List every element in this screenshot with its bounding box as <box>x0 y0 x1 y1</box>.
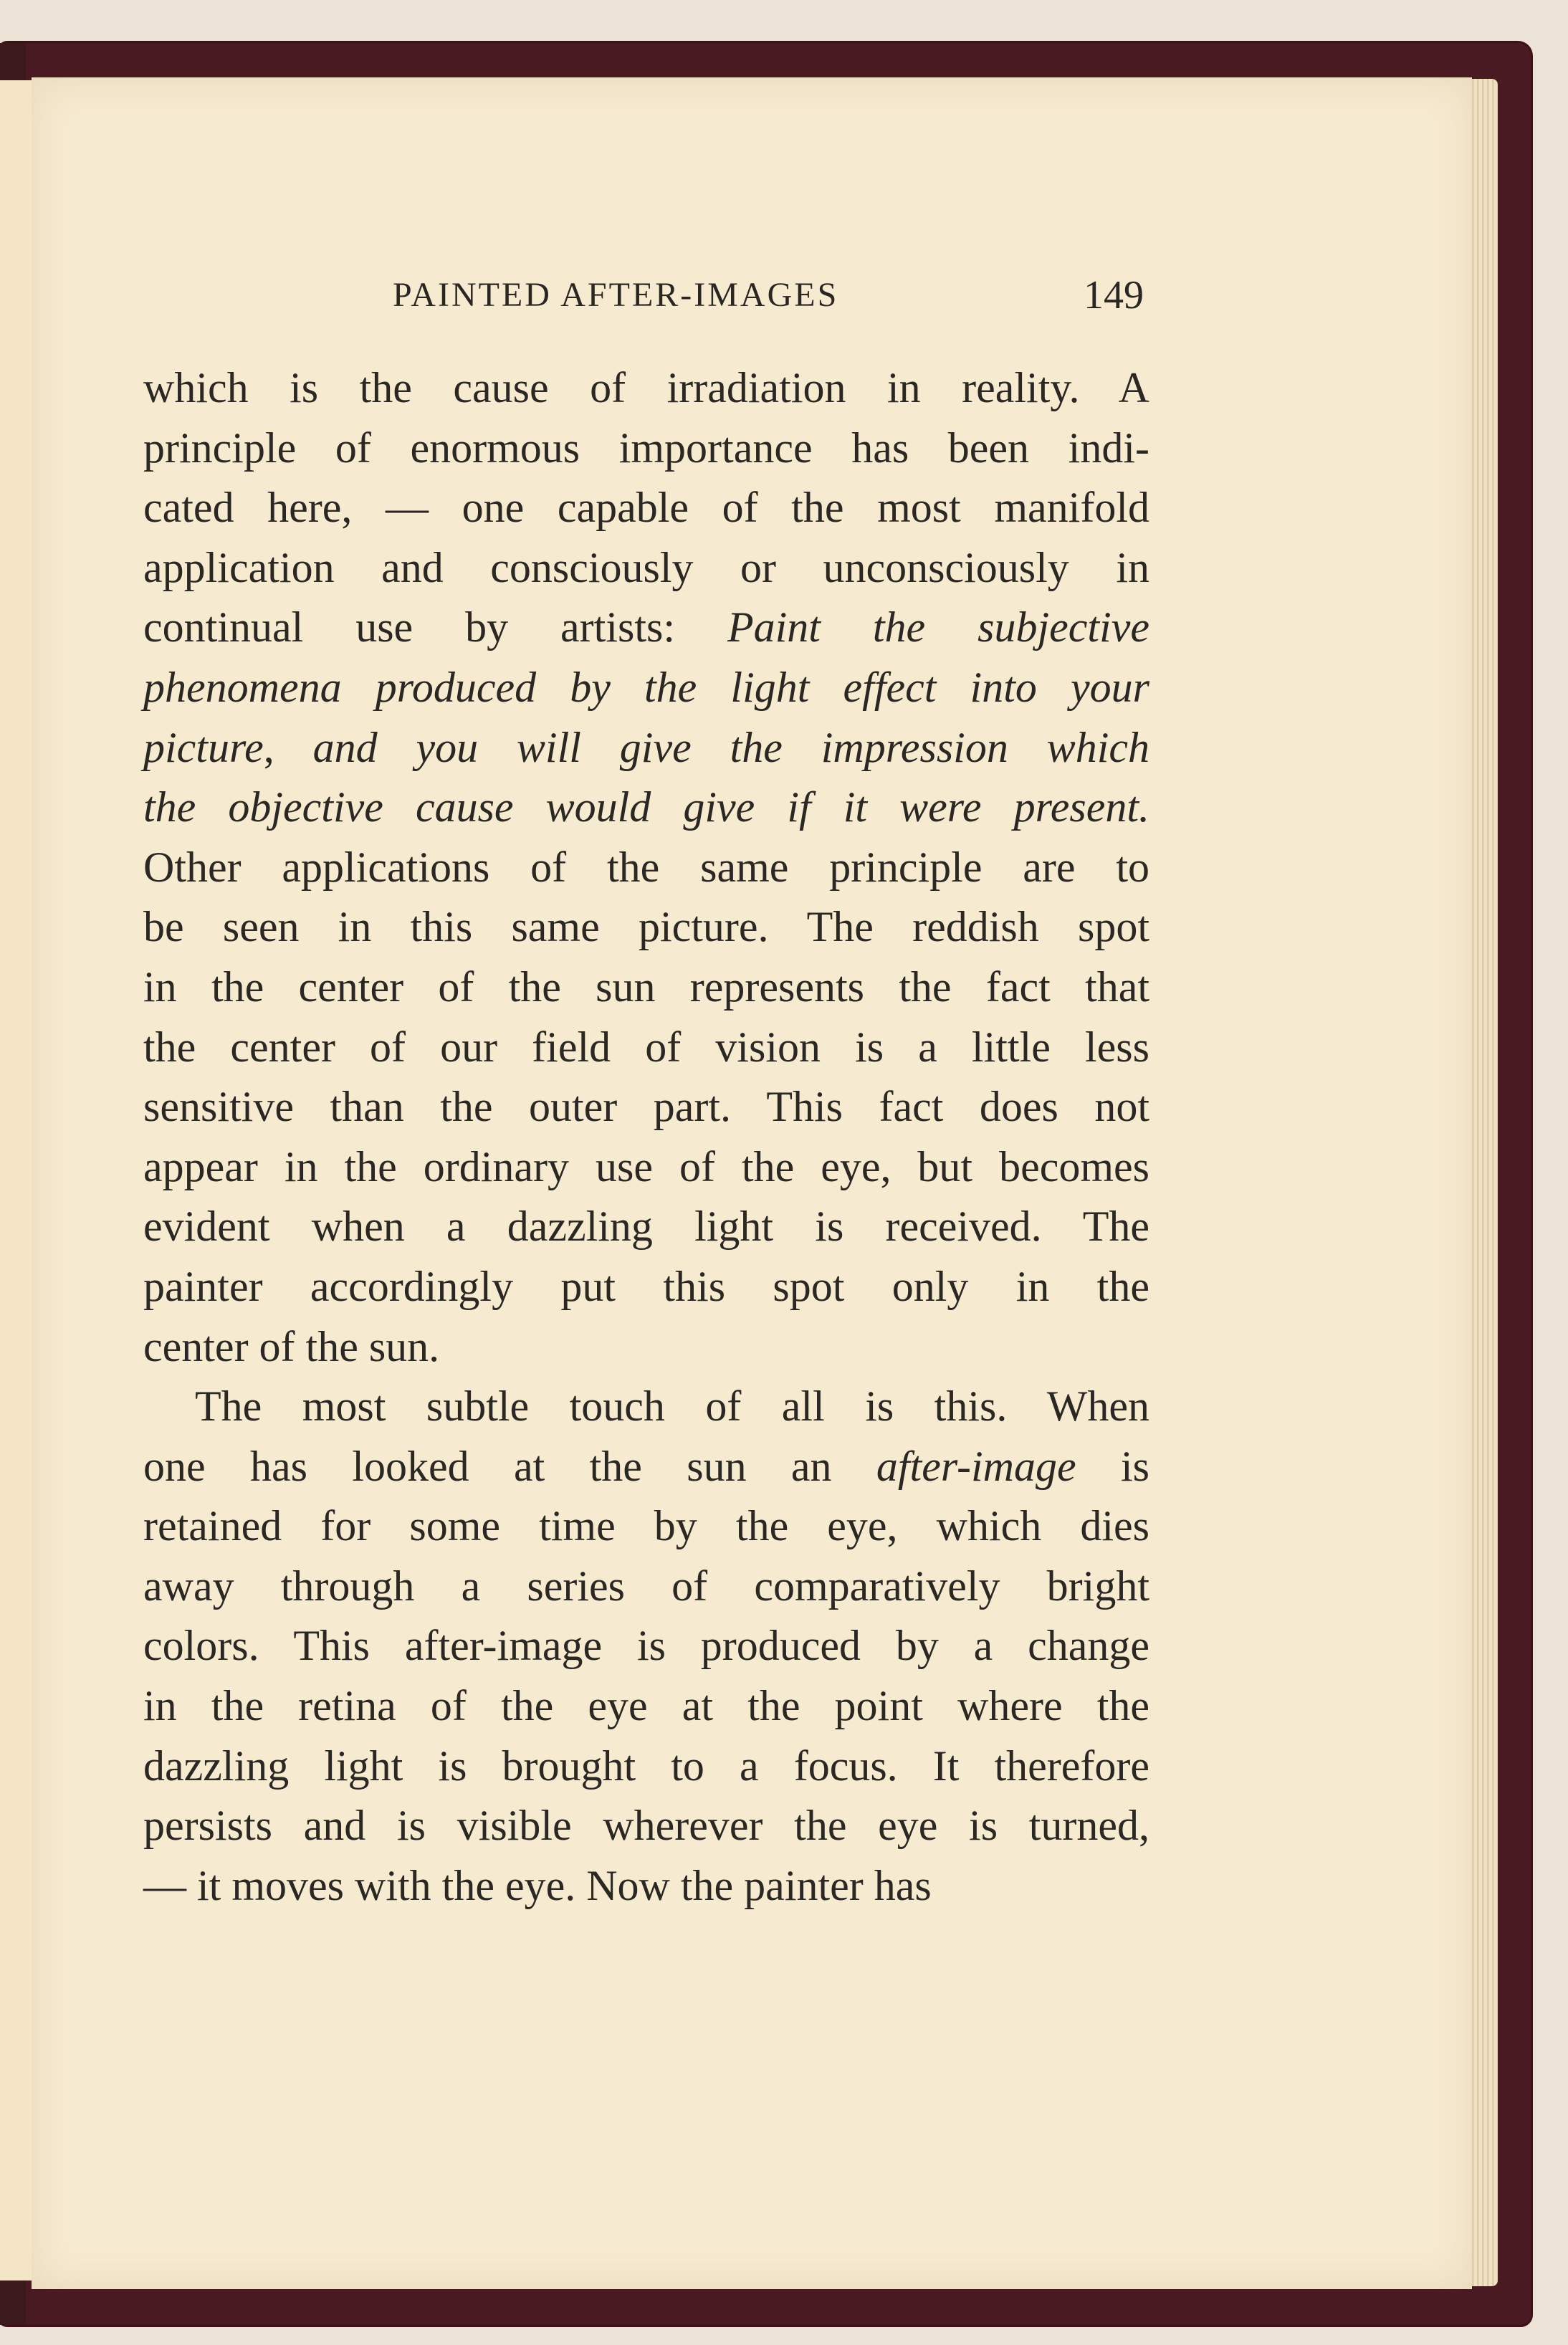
text-line <box>143 658 1149 718</box>
text-line <box>143 1317 1149 1377</box>
text-line <box>143 778 1149 838</box>
text-line <box>143 478 1149 538</box>
text-run: sensitive than the outer part. This fact does not <box>143 1083 1149 1131</box>
page-number: 149 <box>1084 273 1144 317</box>
text-run: center of the sun. <box>143 1322 440 1370</box>
body-text <box>143 358 1149 1916</box>
facing-page-edge <box>0 80 33 2280</box>
italic-text: the objective cause would give if it were present. <box>143 783 1149 831</box>
text-line <box>143 957 1149 1018</box>
text-line <box>143 1437 1149 1497</box>
text-run: painter accordingly put this spot only in the <box>143 1262 1149 1310</box>
text-line <box>143 718 1149 778</box>
text-run: dazzling light is brought to a focus. It therefore <box>143 1742 1149 1790</box>
text-line <box>143 1796 1149 1856</box>
running-head <box>0 272 1568 330</box>
text-run: application and consciously or unconsciously in <box>143 543 1149 591</box>
text-run: persists and is visible wherever the eye is turned, <box>143 1802 1149 1850</box>
text-run: the center of our field of vision is a little less <box>143 1023 1149 1071</box>
text-run: evident when a dazzling light is received. The <box>143 1203 1149 1251</box>
text-line <box>143 1137 1149 1198</box>
running-head-title: PAINTED AFTER-IMAGES <box>393 276 839 314</box>
text-line <box>143 1077 1149 1137</box>
text-line <box>143 1557 1149 1617</box>
text-line <box>143 1018 1149 1078</box>
italic-text: and you will give the impression which <box>312 723 1150 771</box>
text-line <box>143 598 1149 658</box>
text-line <box>143 419 1149 479</box>
text-run: cated here, — one capable of the most manifold <box>143 484 1149 532</box>
text-line <box>143 1496 1149 1557</box>
text-line <box>143 1856 1149 1916</box>
italic-text: after-image <box>876 1442 1076 1490</box>
text-run: one has looked at the sun an <box>143 1442 876 1490</box>
text-line <box>143 1737 1149 1797</box>
text-run: in the center of the sun represents the fact that <box>143 963 1149 1011</box>
text-line <box>143 538 1149 598</box>
text-run: — it moves with the eye. Now the painter has <box>143 1861 932 1909</box>
text-line <box>143 1377 1149 1437</box>
text-run: appear in the ordinary use of the eye, but becomes <box>143 1142 1149 1190</box>
italic-text: picture <box>143 723 264 771</box>
italic-text: phenomena produced by the light effect into your <box>143 663 1149 711</box>
text-run: principle of enormous importance has been indi- <box>143 424 1149 472</box>
text-line <box>143 1257 1149 1317</box>
text-line <box>143 838 1149 898</box>
paragraph <box>143 1377 1149 1916</box>
text-line <box>143 1676 1149 1737</box>
paragraph <box>143 358 1149 1377</box>
text-run: colors. This after-image is produced by a change <box>143 1622 1149 1670</box>
text-line <box>143 897 1149 957</box>
text-run: continual use by artists: <box>143 603 727 651</box>
text-run: in the retina of the eye at the point where the <box>143 1682 1149 1730</box>
text-run: The most subtle touch of all is this. When <box>195 1382 1149 1431</box>
text-run: be seen in this same picture. The reddish spot <box>143 903 1149 951</box>
text-run: Other applications of the same principle are to <box>143 843 1149 891</box>
text-line <box>143 358 1149 419</box>
page-stack-edge <box>1469 79 1498 2286</box>
italic-text: Paint the subjective <box>727 603 1149 651</box>
text-line <box>143 1616 1149 1676</box>
text-run: is <box>1076 1442 1149 1490</box>
text-run: away through a series of comparatively bright <box>143 1562 1149 1610</box>
text-run: , <box>263 723 313 771</box>
text-run: retained for some time by the eye, which dies <box>143 1502 1149 1550</box>
text-run: which is the cause of irradiation in reality. A <box>143 364 1149 411</box>
text-line <box>143 1197 1149 1257</box>
